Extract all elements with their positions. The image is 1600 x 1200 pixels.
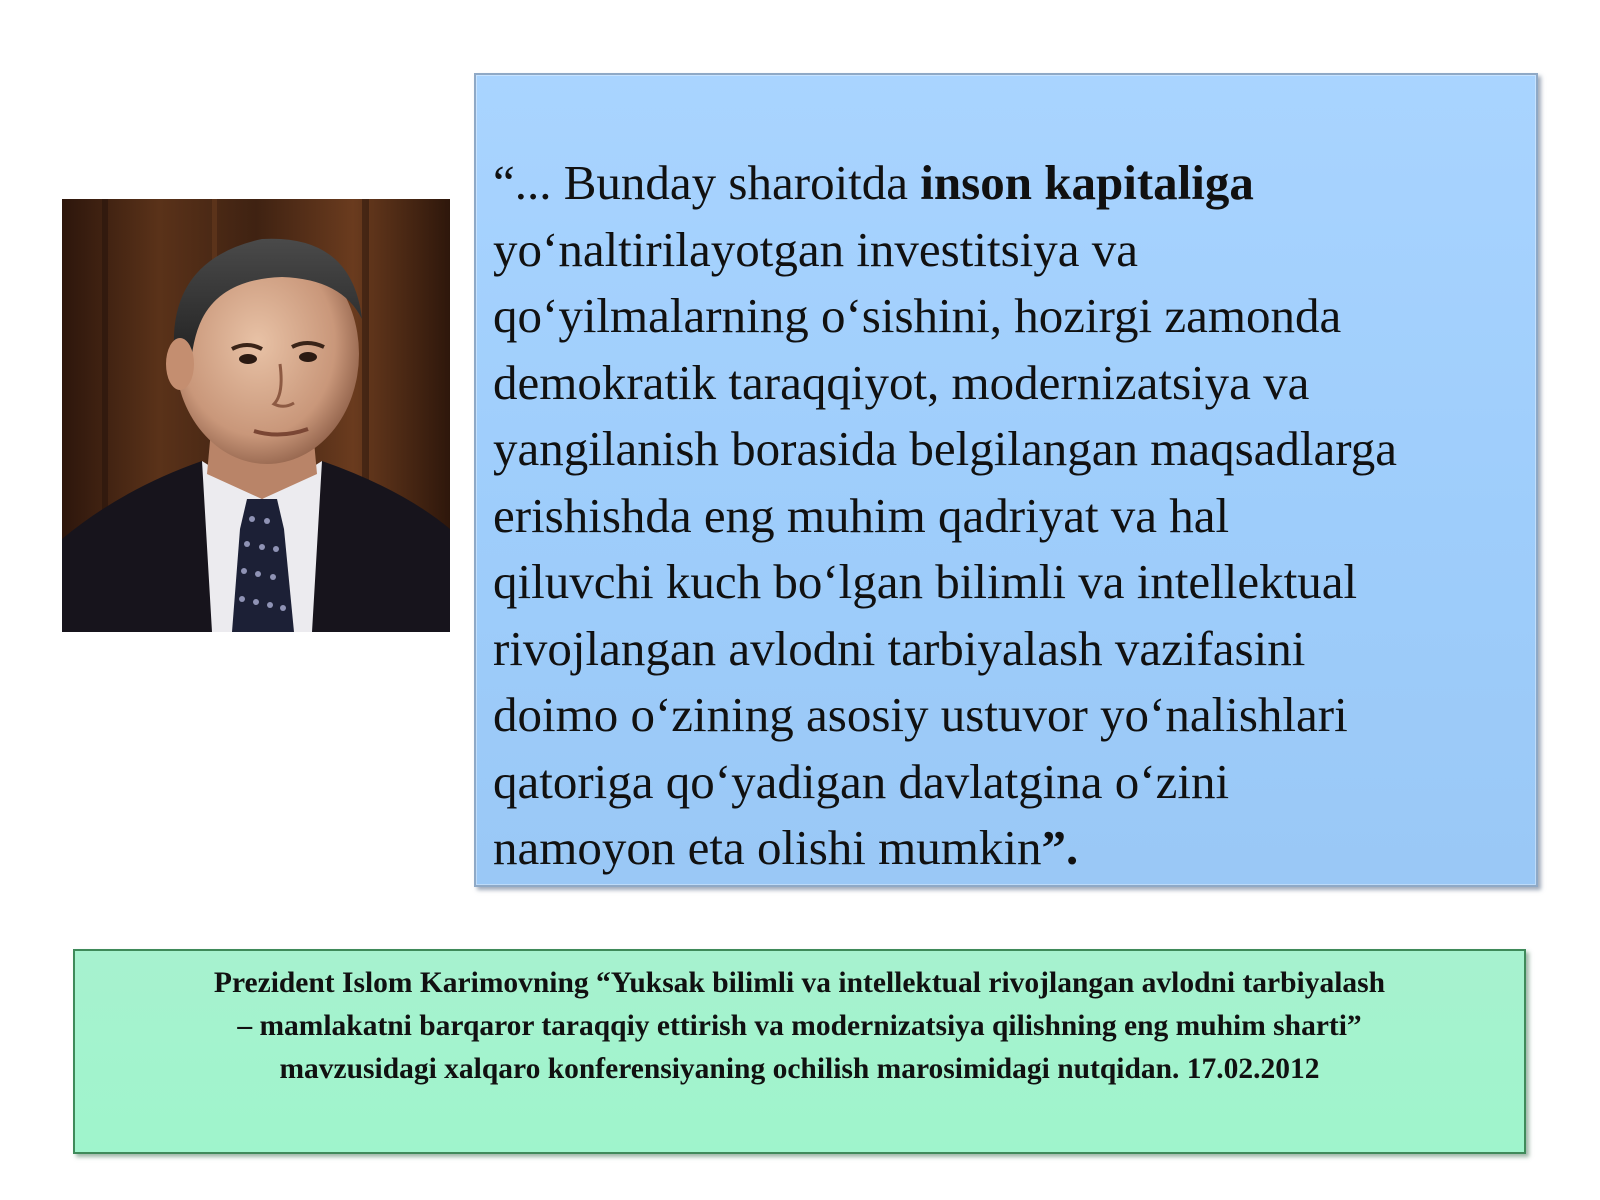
source-citation — [85, 962, 1514, 1091]
quote-line: yangilanish borasida belgilangan maqsadlarga — [493, 421, 1397, 476]
quote-line: qatoriga qo‘yadigan davlatgina o‘zini — [493, 753, 1230, 809]
quote-line: namoyon eta olishi mumkin”. — [493, 820, 1079, 875]
quote-line: erishishda eng muhim qadriyat va hal — [493, 487, 1230, 543]
person-portrait-icon — [62, 199, 450, 632]
portrait-photo — [62, 199, 450, 632]
quote-line: qiluvchi kuch bo‘lgan bilimli va intellektual — [493, 554, 1358, 609]
quote-box — [474, 73, 1538, 887]
source-line: – mamlakatni barqaror taraqqiy ettirish va modernizatsiya qilishning eng muhim sharti” — [237, 1010, 1362, 1042]
quote-line: doimo o‘zining asosiy ustuvor yo‘nalishlari — [493, 687, 1348, 742]
quote-text — [493, 150, 1533, 882]
quote-line: “... Bunday sharoitda inson kapitaliga — [493, 155, 1254, 210]
quote-line: demokratik taraqqiyot, modernizatsiya va — [493, 354, 1310, 410]
quote-line: yo‘naltirilayotgan investitsiya va — [493, 221, 1139, 277]
source-line: mavzusidagi xalqaro konferensiyaning ochilish marosimidagi nutqidan. 17.02.2012 — [279, 1053, 1320, 1085]
quote-line: rivojlangan avlodni tarbiyalash vazifasini — [493, 620, 1306, 676]
source-line: Prezident Islom Karimovning “Yuksak bilimli va intellektual rivojlangan avlodni tarbiyalash — [213, 967, 1386, 999]
quote-line: qo‘yilmalarning o‘sishini, hozirgi zamonda — [493, 288, 1342, 343]
source-box — [73, 949, 1526, 1154]
